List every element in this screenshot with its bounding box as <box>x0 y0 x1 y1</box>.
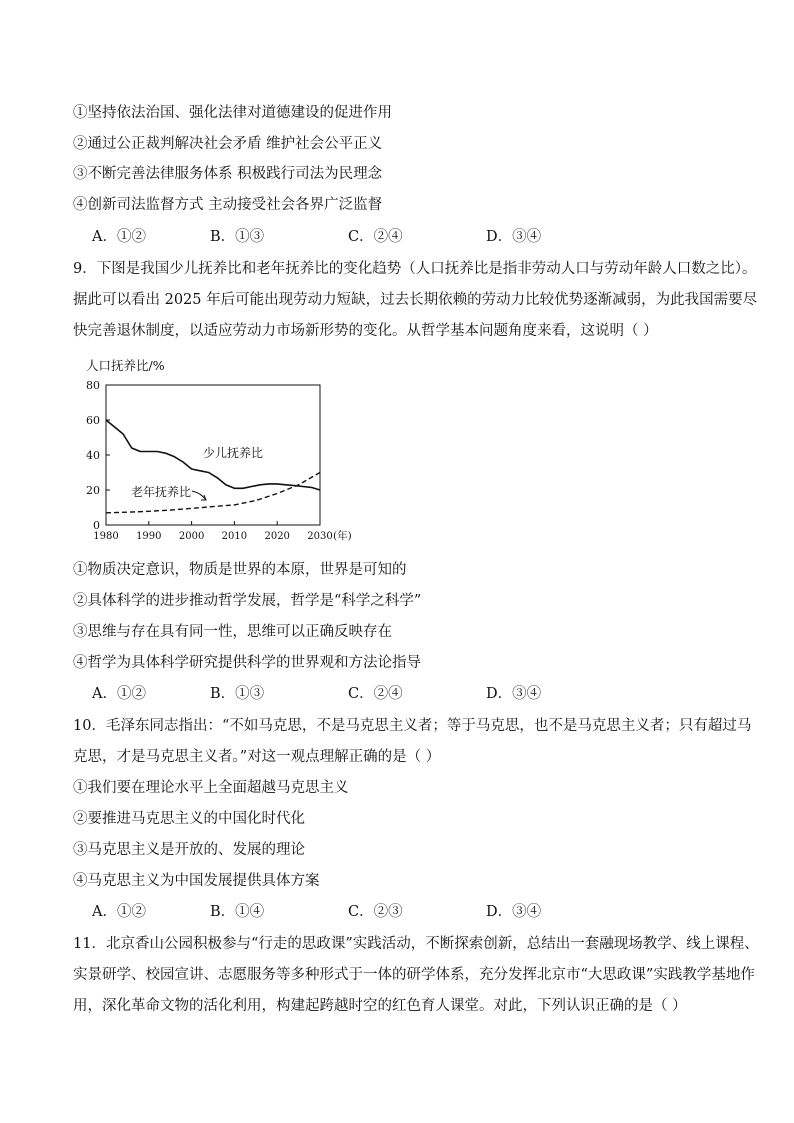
series-label-children: 少儿抚养比 <box>203 446 264 460</box>
q9-statement-4: ④哲学为具体科学研究提供科学的世界观和方法论指导 <box>73 655 421 671</box>
q9-stem-line-2: 据此可以看出 2025 年后可能出现劳动力短缺，过去长期依赖的劳动力比较优势逐渐减弱，为此我国需要尽 <box>73 292 758 308</box>
y-tick-label: 60 <box>86 414 100 427</box>
x-tick-group <box>93 521 332 542</box>
q10-option-a[interactable]: A．①② <box>92 904 146 920</box>
y-axis-label: 人口抚养比/% <box>86 358 165 373</box>
q10-statement-4: ④马克思主义为中国发展提供具体方案 <box>73 873 320 889</box>
q10-statement-3: ③马克思主义是开放的、发展的理论 <box>73 842 305 858</box>
dependency-ratio-chart <box>68 350 368 550</box>
q9-statement-2: ②具体科学的进步推动哲学发展，哲学是“科学之科学” <box>73 593 422 609</box>
q10-options <box>92 902 652 922</box>
x-tick-label: 2010 <box>221 531 248 542</box>
q9-option-d[interactable]: D．③④ <box>486 686 542 702</box>
q9-option-c[interactable]: C．②④ <box>348 686 403 702</box>
q9-option-b[interactable]: B．①③ <box>210 686 265 702</box>
q8-options <box>92 227 652 247</box>
q10-statement-2: ②要推进马克思主义的中国化时代化 <box>73 811 305 827</box>
q10-option-b[interactable]: B．①④ <box>210 904 265 920</box>
y-tick-label: 80 <box>86 379 100 392</box>
q8-option-d[interactable]: D．③④ <box>486 229 542 245</box>
q10-stem-line-2: 克思，才是马克思主义者。”对这一观点理解正确的是（ ） <box>73 749 441 765</box>
y-tick-label: 20 <box>86 484 100 497</box>
q9-stem-line-1: 9．下图是我国少儿抚养比和老年抚养比的变化趋势（人口抚养比是指非劳动人口与劳动年龄人口数之比）。 <box>73 261 757 277</box>
q11-stem-line-3: 用，深化革命文物的活化利用，构建起跨越时空的红色育人课堂。对此，下列认识正确的是（ ） <box>73 998 687 1014</box>
q8-option-c[interactable]: C．②④ <box>348 229 403 245</box>
x-tick-label: 2020 <box>264 531 290 542</box>
q8-statement-4: ④创新司法监督方式 主动接受社会各界广泛监督 <box>73 197 383 213</box>
q11-stem-line-1: 11．北京香山公园积极参与“行走的思政课”实践活动，不断探索创新，总结出一套融现场教学、线上课程、 <box>73 936 759 952</box>
q9-option-a[interactable]: A．①② <box>92 686 146 702</box>
q8-statement-1: ①坚持依法治国、强化法律对道德建设的促进作用 <box>73 105 392 121</box>
q9-stem-line-3: 快完善退休制度，以适应劳动力市场新形势的变化。从哲学基本问题角度来看，这说明（ ） <box>73 323 658 339</box>
q8-option-a[interactable]: A．①② <box>92 229 146 245</box>
x-tick-label: 1980 <box>93 531 119 542</box>
y-tick-label: 0 <box>93 519 100 532</box>
x-tick-label: 2030 <box>307 531 333 542</box>
x-axis-label: (年) <box>333 530 352 542</box>
y-tick-label: 40 <box>86 449 100 462</box>
q10-option-d[interactable]: D．③④ <box>486 904 542 920</box>
x-tick-label: 1990 <box>136 531 162 542</box>
q9-statement-1: ①物质决定意识，物质是世界的本原，世界是可知的 <box>73 562 407 578</box>
q9-options <box>92 684 652 704</box>
q9-statement-3: ③思维与存在具有同一性，思维可以正确反映存在 <box>73 624 392 640</box>
x-tick-label: 2000 <box>178 531 205 542</box>
q10-option-c[interactable]: C．②③ <box>348 904 403 920</box>
q11-stem-line-2: 实景研学、校园宣讲、志愿服务等多种形式于一体的研学体系，充分发挥北京市“大思政课”实践教学基地作 <box>73 967 755 983</box>
q10-statement-1: ①我们要在理论水平上全面超越马克思主义 <box>73 780 349 796</box>
q8-statement-2: ②通过公正裁判解决社会矛盾 维护社会公平正义 <box>73 136 383 152</box>
series-label-elderly: 老年抚养比 <box>131 485 192 499</box>
q10-stem-line-1: 10．毛泽东同志指出：“不如马克思，不是马克思主义者；等于马克思，也不是马克思主义者；只有超过马 <box>73 718 752 734</box>
q8-statement-3: ③不断完善法律服务体系 积极践行司法为民理念 <box>73 166 383 182</box>
q8-option-b[interactable]: B．①③ <box>210 229 265 245</box>
